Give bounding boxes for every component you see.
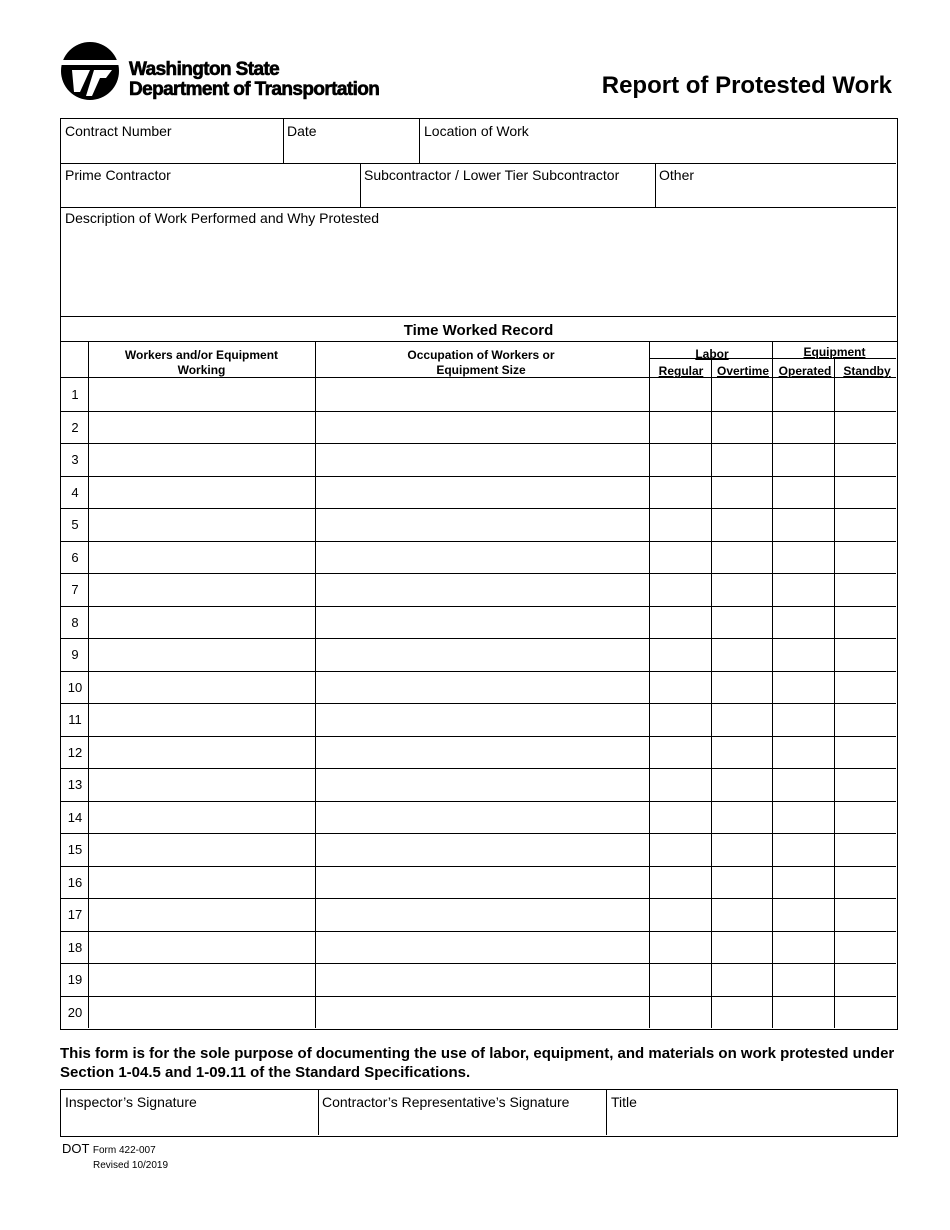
contract-number-field[interactable] bbox=[61, 119, 283, 163]
table-row[interactable] bbox=[61, 866, 896, 899]
table-row[interactable] bbox=[61, 898, 896, 931]
signature-box bbox=[60, 1089, 898, 1137]
row-number: 12 bbox=[67, 744, 83, 760]
table-row[interactable] bbox=[61, 801, 896, 834]
row-number: 6 bbox=[71, 549, 79, 565]
form-purpose-notice: This form is for the sole purpose of documenting the use of labor, equipment, and materials on work protested under Section 1-04.5 and 1-09.11 of the Standard Specifications. bbox=[60, 1045, 895, 1081]
row-number: 13 bbox=[67, 777, 83, 792]
row-number: 15 bbox=[67, 842, 83, 857]
table-row[interactable] bbox=[61, 378, 896, 411]
org-name-line1: Washington State bbox=[129, 59, 280, 80]
row-number: 2 bbox=[71, 419, 79, 435]
row-number: 5 bbox=[71, 517, 79, 532]
col-header-occupation: Occupation of Workers or Equipment Size bbox=[407, 348, 555, 377]
time-worked-record-title: Time Worked Record bbox=[403, 322, 554, 339]
row-number: 20 bbox=[67, 1004, 83, 1020]
group-header-equipment: Equipment bbox=[803, 345, 866, 359]
title-field[interactable] bbox=[607, 1090, 896, 1135]
table-row[interactable] bbox=[61, 541, 896, 574]
date-label: Date bbox=[287, 123, 317, 139]
col-header-operated: Operated bbox=[778, 364, 832, 378]
row-number: 19 bbox=[67, 972, 83, 987]
title-label: Title bbox=[611, 1094, 637, 1110]
wsdot-logo-icon bbox=[60, 40, 120, 102]
row-number: 17 bbox=[67, 907, 83, 922]
table-row[interactable] bbox=[61, 411, 896, 444]
footer-form-number: Form 422-007 bbox=[92, 1145, 156, 1156]
col-header-overtime: Overtime bbox=[716, 364, 770, 378]
row-number: 18 bbox=[67, 939, 83, 955]
form-title: Report of Protested Work bbox=[601, 72, 892, 99]
other-field[interactable] bbox=[656, 164, 896, 207]
row-number: 11 bbox=[68, 712, 82, 727]
row-number: 14 bbox=[67, 809, 83, 825]
row-number: 7 bbox=[71, 582, 79, 597]
row-number: 9 bbox=[71, 647, 79, 662]
description-field[interactable] bbox=[61, 208, 896, 316]
table-row[interactable] bbox=[61, 703, 896, 736]
table-row[interactable] bbox=[61, 963, 896, 996]
group-header-labor: Labor bbox=[695, 347, 729, 361]
date-field[interactable] bbox=[284, 119, 419, 163]
other-label: Other bbox=[659, 167, 695, 183]
prime-contractor-field[interactable] bbox=[61, 164, 360, 207]
subcontractor-field[interactable] bbox=[361, 164, 655, 207]
prime-contractor-label: Prime Contractor bbox=[65, 167, 171, 183]
description-label: Description of Work Performed and Why Protested bbox=[65, 210, 380, 226]
location-of-work-label: Location of Work bbox=[424, 123, 529, 139]
contract-number-label: Contract Number bbox=[65, 123, 172, 139]
table-row[interactable] bbox=[61, 996, 896, 1029]
table-row[interactable] bbox=[61, 768, 896, 801]
row-number: 10 bbox=[67, 679, 83, 695]
table-row[interactable] bbox=[61, 931, 896, 964]
inspector-signature-field[interactable] bbox=[61, 1090, 318, 1135]
col-header-standby: Standby bbox=[843, 364, 891, 378]
inspector-signature-label: Inspector’s Signature bbox=[65, 1094, 197, 1110]
table-row[interactable] bbox=[61, 736, 896, 769]
time-worked-table bbox=[60, 341, 898, 1030]
row-number: 4 bbox=[71, 484, 79, 500]
location-of-work-field[interactable] bbox=[420, 119, 896, 163]
table-row[interactable] bbox=[61, 573, 896, 606]
row-number: 8 bbox=[71, 614, 79, 630]
table-row[interactable] bbox=[61, 476, 896, 509]
org-name-line2: Department of Transportation bbox=[129, 79, 380, 100]
row-number: 3 bbox=[71, 452, 79, 467]
table-row[interactable] bbox=[61, 443, 896, 476]
form-footer bbox=[62, 1141, 168, 1171]
footer-dot: DOT bbox=[62, 1141, 90, 1156]
table-row[interactable] bbox=[61, 671, 896, 704]
col-header-workers: Workers and/or Equipment Working bbox=[124, 348, 279, 377]
table-row[interactable] bbox=[61, 833, 896, 866]
table-row[interactable] bbox=[61, 638, 896, 671]
contractor-rep-signature-field[interactable] bbox=[319, 1090, 606, 1135]
col-header-regular: Regular bbox=[658, 364, 704, 378]
footer-revised: Revised 10/2019 bbox=[93, 1160, 169, 1171]
wsdot-logo bbox=[60, 40, 420, 104]
row-number: 1 bbox=[71, 387, 79, 402]
table-row[interactable] bbox=[61, 606, 896, 639]
contract-info-box bbox=[60, 118, 898, 342]
table-row[interactable] bbox=[61, 508, 896, 541]
subcontractor-label: Subcontractor / Lower Tier Subcontractor bbox=[364, 167, 620, 183]
contractor-rep-signature-label: Contractor’s Representative’s Signature bbox=[322, 1094, 570, 1110]
row-number: 16 bbox=[67, 874, 83, 890]
